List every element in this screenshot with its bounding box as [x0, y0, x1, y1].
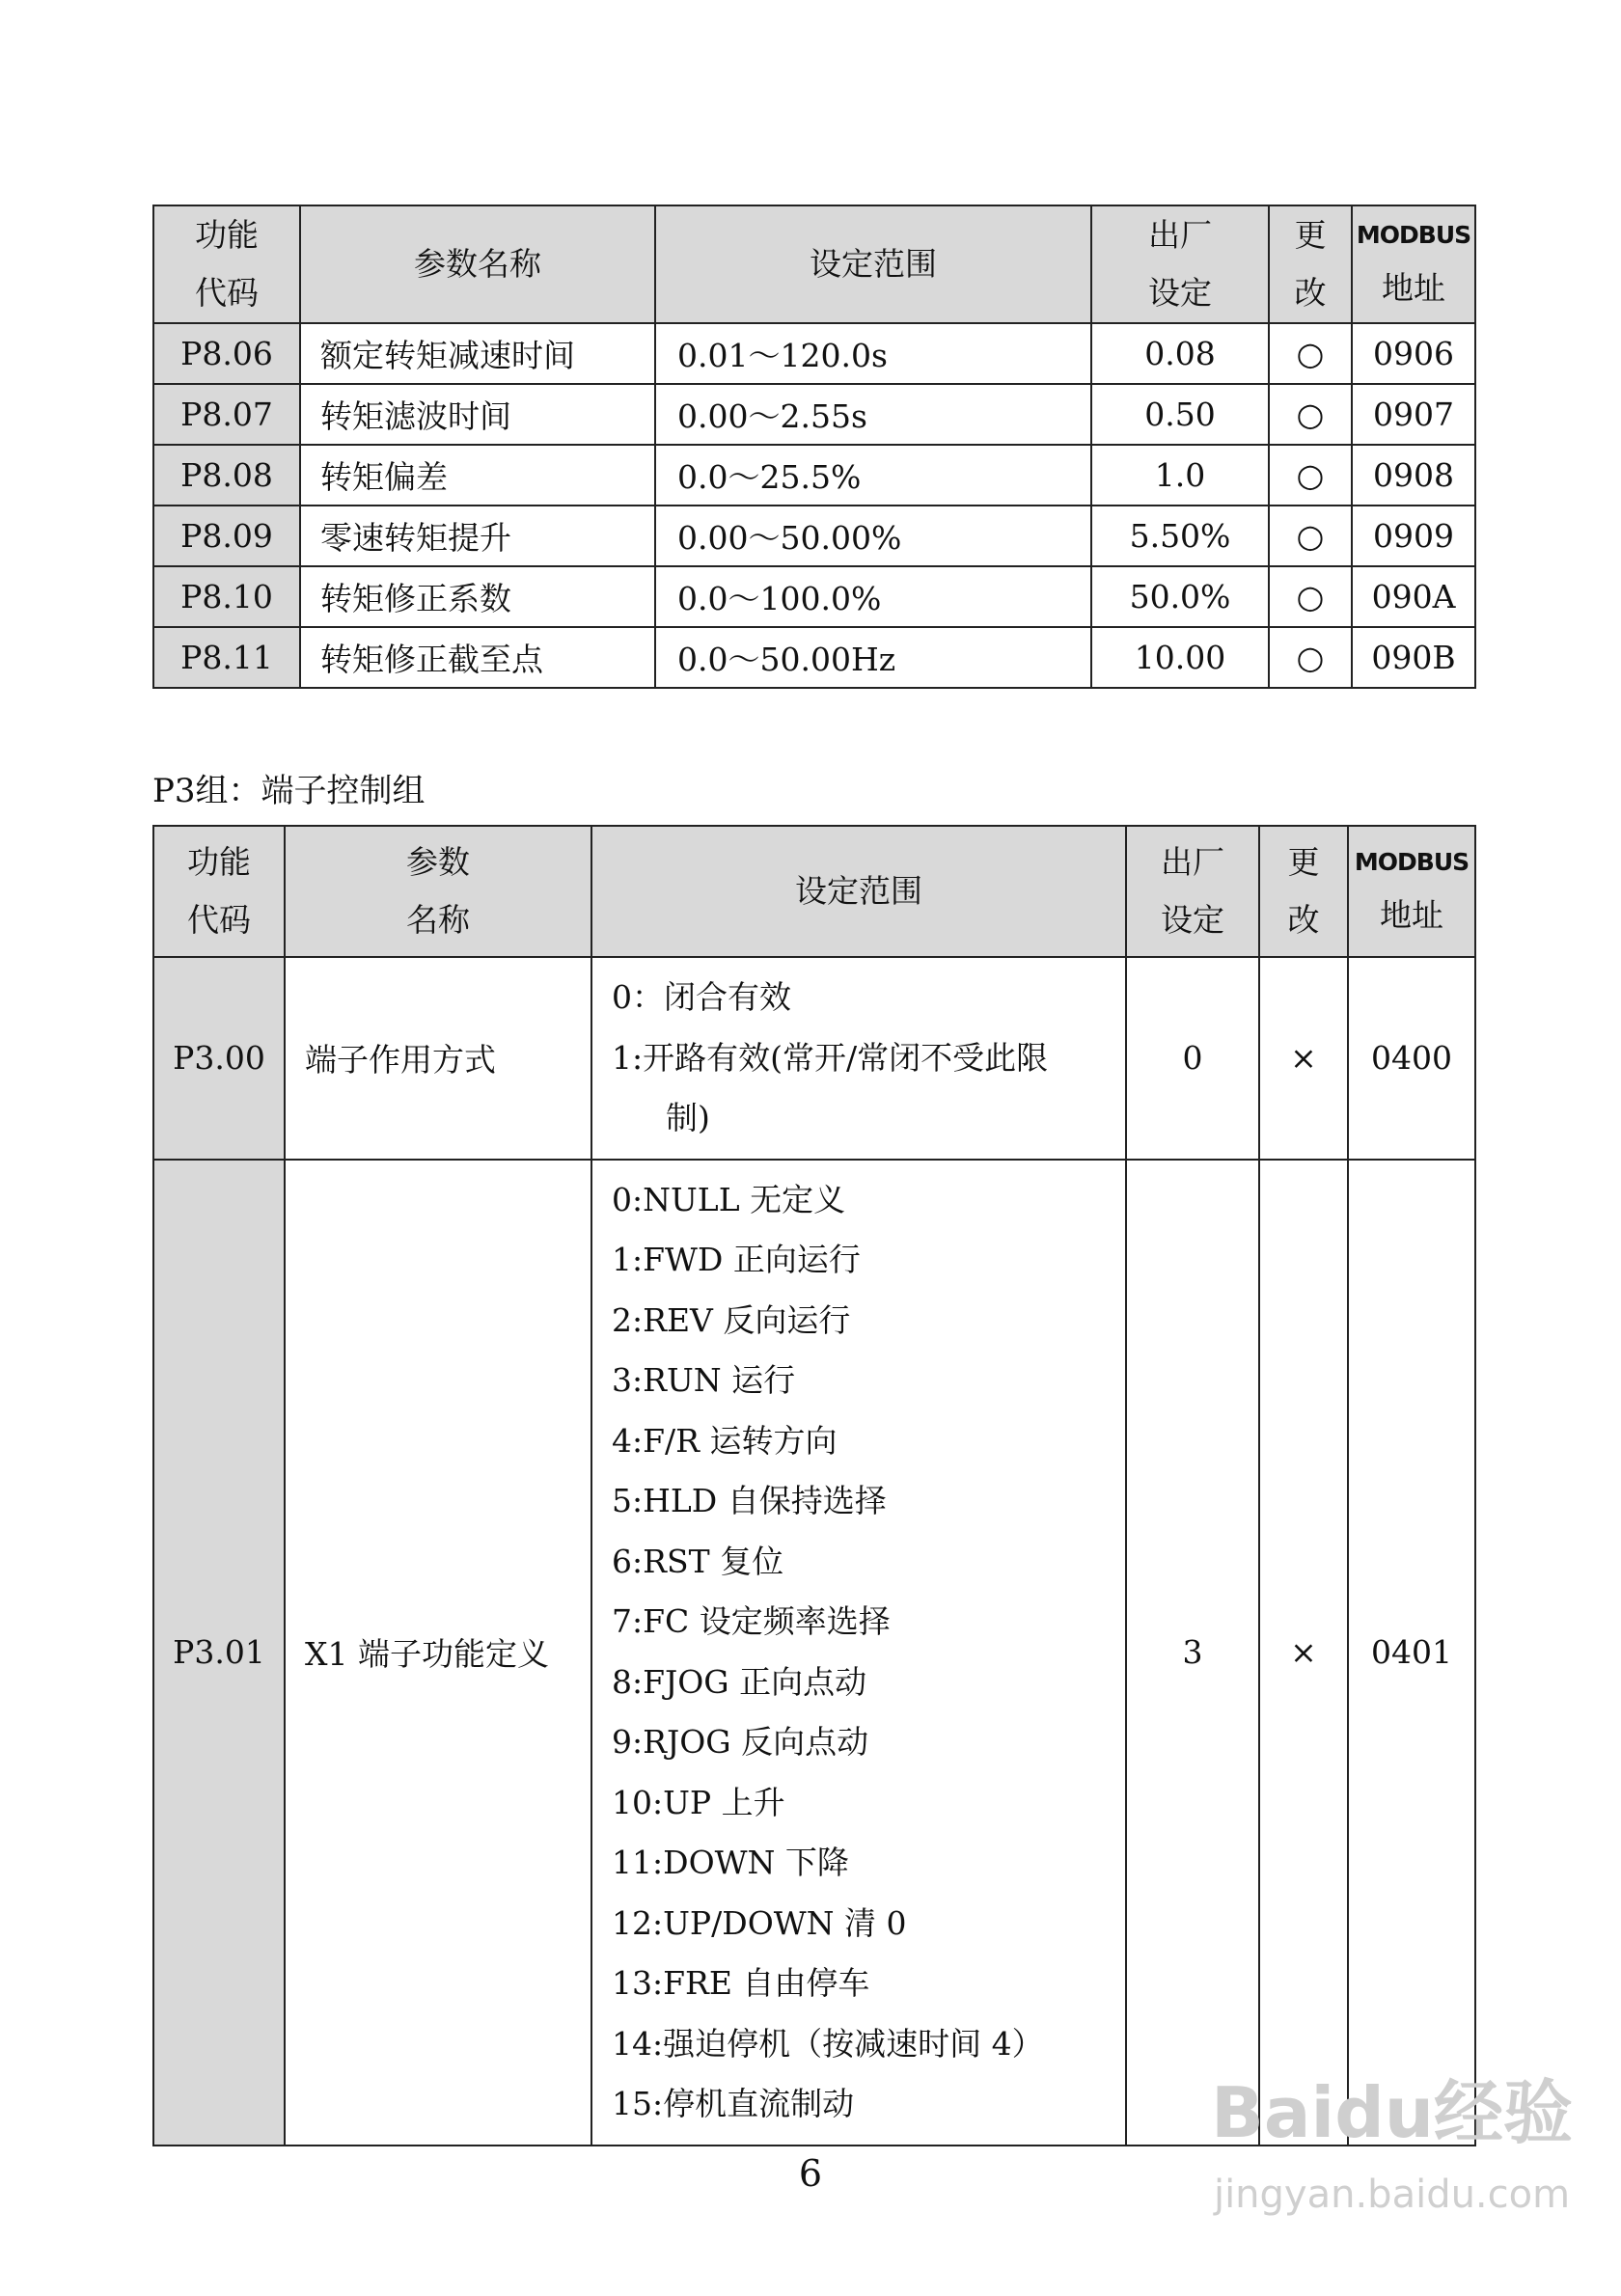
param-code: P3.01: [153, 1160, 285, 2146]
table-row: [153, 384, 1475, 445]
param-modbus: 0907: [1352, 384, 1475, 445]
param-name: 零速转矩提升: [300, 506, 655, 566]
parameter-table-p8: [152, 205, 1476, 689]
table-header: [153, 826, 1475, 957]
table-header: [153, 205, 1475, 323]
param-factory: 3: [1126, 1160, 1259, 2146]
option-item: 15:停机直流制动: [612, 2085, 855, 2122]
param-range: 0.00～2.55s: [655, 384, 1091, 445]
table-row: [153, 566, 1475, 627]
param-range: 0.00～50.00%: [655, 506, 1091, 566]
param-code: P8.07: [153, 384, 300, 445]
param-change: ×: [1259, 1160, 1348, 2146]
param-modbus: 0909: [1352, 506, 1475, 566]
param-name: 转矩修正系数: [300, 566, 655, 627]
param-code: P8.09: [153, 506, 300, 566]
param-factory: 0: [1126, 957, 1259, 1160]
option-item: 12:UP/DOWN 清 0: [612, 1903, 907, 1942]
param-change: ○: [1269, 506, 1352, 566]
page-number: 6: [798, 2152, 823, 2195]
header-name: 参数 名称: [285, 826, 591, 957]
parameter-table-p3: [152, 825, 1476, 2146]
param-range: 0.0～100.0%: [655, 566, 1091, 627]
header-change: 更 改: [1269, 205, 1352, 323]
watermark-logo: Baidu经验: [1211, 2072, 1573, 2153]
header-factory: 出厂 设定: [1091, 205, 1269, 323]
param-name: 额定转矩减速时间: [300, 323, 655, 384]
header-factory: 出厂 设定: [1126, 826, 1259, 957]
option-item: 4:F/R 运转方向: [612, 1421, 838, 1460]
param-change: ○: [1269, 627, 1352, 688]
param-modbus: 0908: [1352, 445, 1475, 506]
option-item: 制): [666, 1099, 710, 1136]
header-modbus: MODBUS 地址: [1352, 205, 1475, 323]
option-item: 0:NULL 无定义: [612, 1180, 846, 1218]
param-range: 0.0～25.5%: [655, 445, 1091, 506]
option-item: 5:HLD 自保持选择: [612, 1482, 887, 1519]
table-row: [153, 506, 1475, 566]
section-caption: P3组：端子控制组: [152, 772, 426, 810]
option-item: 9:RJOG 反向点动: [612, 1723, 869, 1761]
option-item: 14:强迫停机（按减速时间 4）: [612, 2024, 1044, 2063]
param-factory: 5.50%: [1091, 506, 1269, 566]
param-range: 0.01～120.0s: [655, 323, 1091, 384]
param-modbus: 0401: [1348, 1160, 1475, 2146]
param-name: X1 端子功能定义: [285, 1160, 591, 2146]
watermark: [1211, 2074, 1573, 2219]
header-code: 功能 代码: [153, 826, 285, 957]
param-factory: 50.0%: [1091, 566, 1269, 627]
option-item: 1:开路有效(常开/常闭不受此限: [612, 1038, 1049, 1077]
param-options: [591, 1160, 1126, 2146]
param-name: 转矩偏差: [300, 445, 655, 506]
param-modbus: 090A: [1352, 566, 1475, 627]
param-code: P3.00: [153, 957, 285, 1160]
param-name: 端子作用方式: [285, 957, 591, 1160]
watermark-url: jingyan.baidu.com: [1213, 2173, 1571, 2217]
param-options: [591, 957, 1126, 1160]
param-name: 转矩修正截至点: [300, 627, 655, 688]
param-range: 0.0～50.00Hz: [655, 627, 1091, 688]
table-row: [153, 323, 1475, 384]
param-code: P8.08: [153, 445, 300, 506]
param-change: ○: [1269, 384, 1352, 445]
header-modbus: MODBUS 地址: [1348, 826, 1475, 957]
option-item: 10:UP 上升: [612, 1783, 785, 1821]
param-code: P8.10: [153, 566, 300, 627]
table-row: [153, 445, 1475, 506]
param-change: ○: [1269, 445, 1352, 506]
param-code: P8.06: [153, 323, 300, 384]
param-code: P8.11: [153, 627, 300, 688]
option-item: 3:RUN 运行: [612, 1361, 796, 1399]
option-item: 2:REV 反向运行: [612, 1300, 851, 1339]
option-item: 6:RST 复位: [612, 1542, 784, 1580]
header-range: 设定范围: [655, 205, 1091, 323]
param-modbus: 0400: [1348, 957, 1475, 1160]
option-item: 0：闭合有效: [612, 978, 791, 1016]
table-row: [153, 627, 1475, 688]
param-factory: 10.00: [1091, 627, 1269, 688]
param-name: 转矩滤波时间: [300, 384, 655, 445]
table-row: [153, 1160, 1475, 2146]
param-change: ×: [1259, 957, 1348, 1160]
param-factory: 0.50: [1091, 384, 1269, 445]
param-factory: 0.08: [1091, 323, 1269, 384]
param-modbus: 0906: [1352, 323, 1475, 384]
param-change: ○: [1269, 566, 1352, 627]
param-modbus: 090B: [1352, 627, 1475, 688]
header-range: 设定范围: [591, 826, 1126, 957]
option-item: 7:FC 设定频率选择: [612, 1602, 891, 1640]
option-item: 8:FJOG 正向点动: [612, 1662, 867, 1701]
header-name: 参数名称: [300, 205, 655, 323]
table-row: [153, 957, 1475, 1160]
option-item: 1:FWD 正向运行: [612, 1241, 861, 1278]
param-factory: 1.0: [1091, 445, 1269, 506]
option-item: 13:FRE 自由停车: [612, 1964, 870, 2002]
header-code: 功能 代码: [153, 205, 300, 323]
param-change: ○: [1269, 323, 1352, 384]
option-item: 11:DOWN 下降: [612, 1844, 849, 1881]
header-change: 更 改: [1259, 826, 1348, 957]
